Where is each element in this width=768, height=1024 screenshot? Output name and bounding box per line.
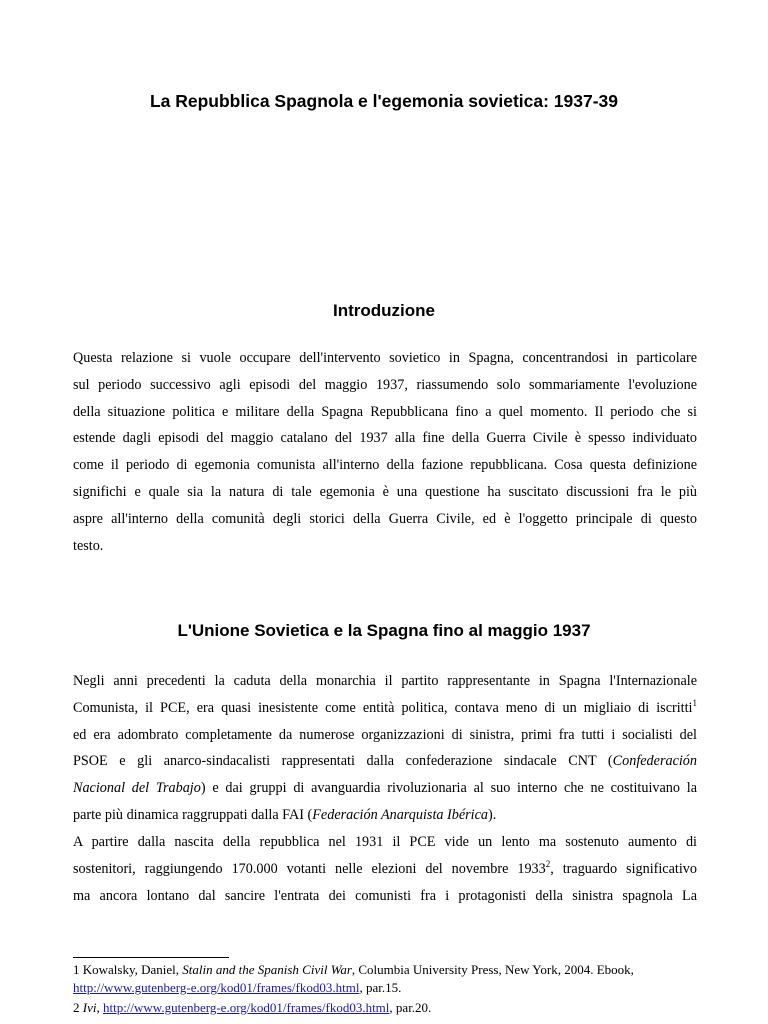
paragraph-line: Comunista, il PCE, era quasi inesistente come entità politica, contava meno di un migliaio di iscritti$^1$ <box>73 697 697 716</box>
intro-line: della situazione politica e militare della Spagna Repubblicana fino a quel momento. Il periodo che si <box>73 403 697 420</box>
section-paragraph-2 <box>73 829 697 909</box>
intro-line: significhi e quale sia la natura di tale egemonia è una questione ha suscitato discussioni fra le più <box>73 483 697 500</box>
paragraph-line: PSOE e gli anarco-sindacalisti rappresentati dalla confederazione sindacale CNT (Confederación <box>73 753 697 770</box>
section-paragraph-1 <box>73 668 697 829</box>
paragraph-line: ed era adombrato completamente da numerose organizzazioni di sinistra, primi fra tutti i socialisti del <box>73 726 697 743</box>
footnote-2: 2 Ivi, http://www.gutenberg-e.org/kod01/frames/fkod03.html, par.20. <box>73 1000 432 1015</box>
paragraph-line: A partire dalla nascita della repubblica nel 1931 il PCE vide un lento ma sostenuto aumento di <box>73 834 697 850</box>
intro-line: sul periodo successivo agli episodi del maggio 1937, riassumendo solo sommariamente l'evoluzione <box>73 376 697 393</box>
intro-paragraph <box>73 345 697 559</box>
intro-line: testo. <box>73 537 104 554</box>
footnote-1: 1 Kowalsky, Daniel, Stalin and the Spanish Civil War, Columbia University Press, New York, 2004. Ebook, <box>73 962 634 977</box>
footnote-ref-1[interactable]: 1 <box>692 697 697 708</box>
intro-line: come il periodo di egemonia comunista all'interno della fazione repubblicana. Cosa questa definizione <box>73 457 697 474</box>
paragraph-line: Negli anni precedenti la caduta della monarchia il partito rappresentante in Spagna l'Internazionale <box>73 673 697 689</box>
footnote-1-link-line: http://www.gutenberg-e.org/kod01/frames/fkod03.html, par.15. <box>73 980 402 995</box>
document-title: La Repubblica Spagnola e l'egemonia sovietica: 1937-39 <box>149 91 619 111</box>
paragraph-line: sostenitori, raggiungendo 170.000 votanti nelle elezioni del novembre 1933$^2$, traguardo significativo <box>73 858 697 877</box>
paragraph-line: Nacional del Trabajo) e dai gruppi di avanguardia rivoluzionaria al suo interno che ne costituivano la <box>73 780 697 797</box>
paragraph-line: parte più dinamica raggruppati dalla FAI (Federación Anarquista Ibérica). <box>73 806 497 823</box>
footnote-ref-2[interactable]: 2 <box>545 858 551 869</box>
footnote-1-link[interactable]: http://www.gutenberg-e.org/kod01/frames/fkod03.html <box>73 980 360 995</box>
intro-line: estende dagli episodi del maggio catalano del 1937 alla fine della Guerra Civile è spesso individuato <box>73 430 697 447</box>
intro-line: Questa relazione si vuole occupare dell'intervento sovietico in Spagna, concentrandosi in particolare <box>73 350 697 366</box>
footnote-separator <box>73 957 229 958</box>
intro-line: aspre all'interno della comunità degli storici della Guerra Civile, ed è l'oggetto principale di questo <box>73 510 697 527</box>
footnote-2-link[interactable]: http://www.gutenberg-e.org/kod01/frames/fkod03.html <box>102 1000 390 1015</box>
section-heading: L'Unione Sovietica e la Spagna fino al maggio 1937 <box>177 621 591 640</box>
paragraph-line: ma ancora lontano dal sancire l'entrata dei comunisti fra i protagonisti della sinistra spagnola La <box>73 887 697 904</box>
intro-heading: Introduzione <box>333 301 435 320</box>
